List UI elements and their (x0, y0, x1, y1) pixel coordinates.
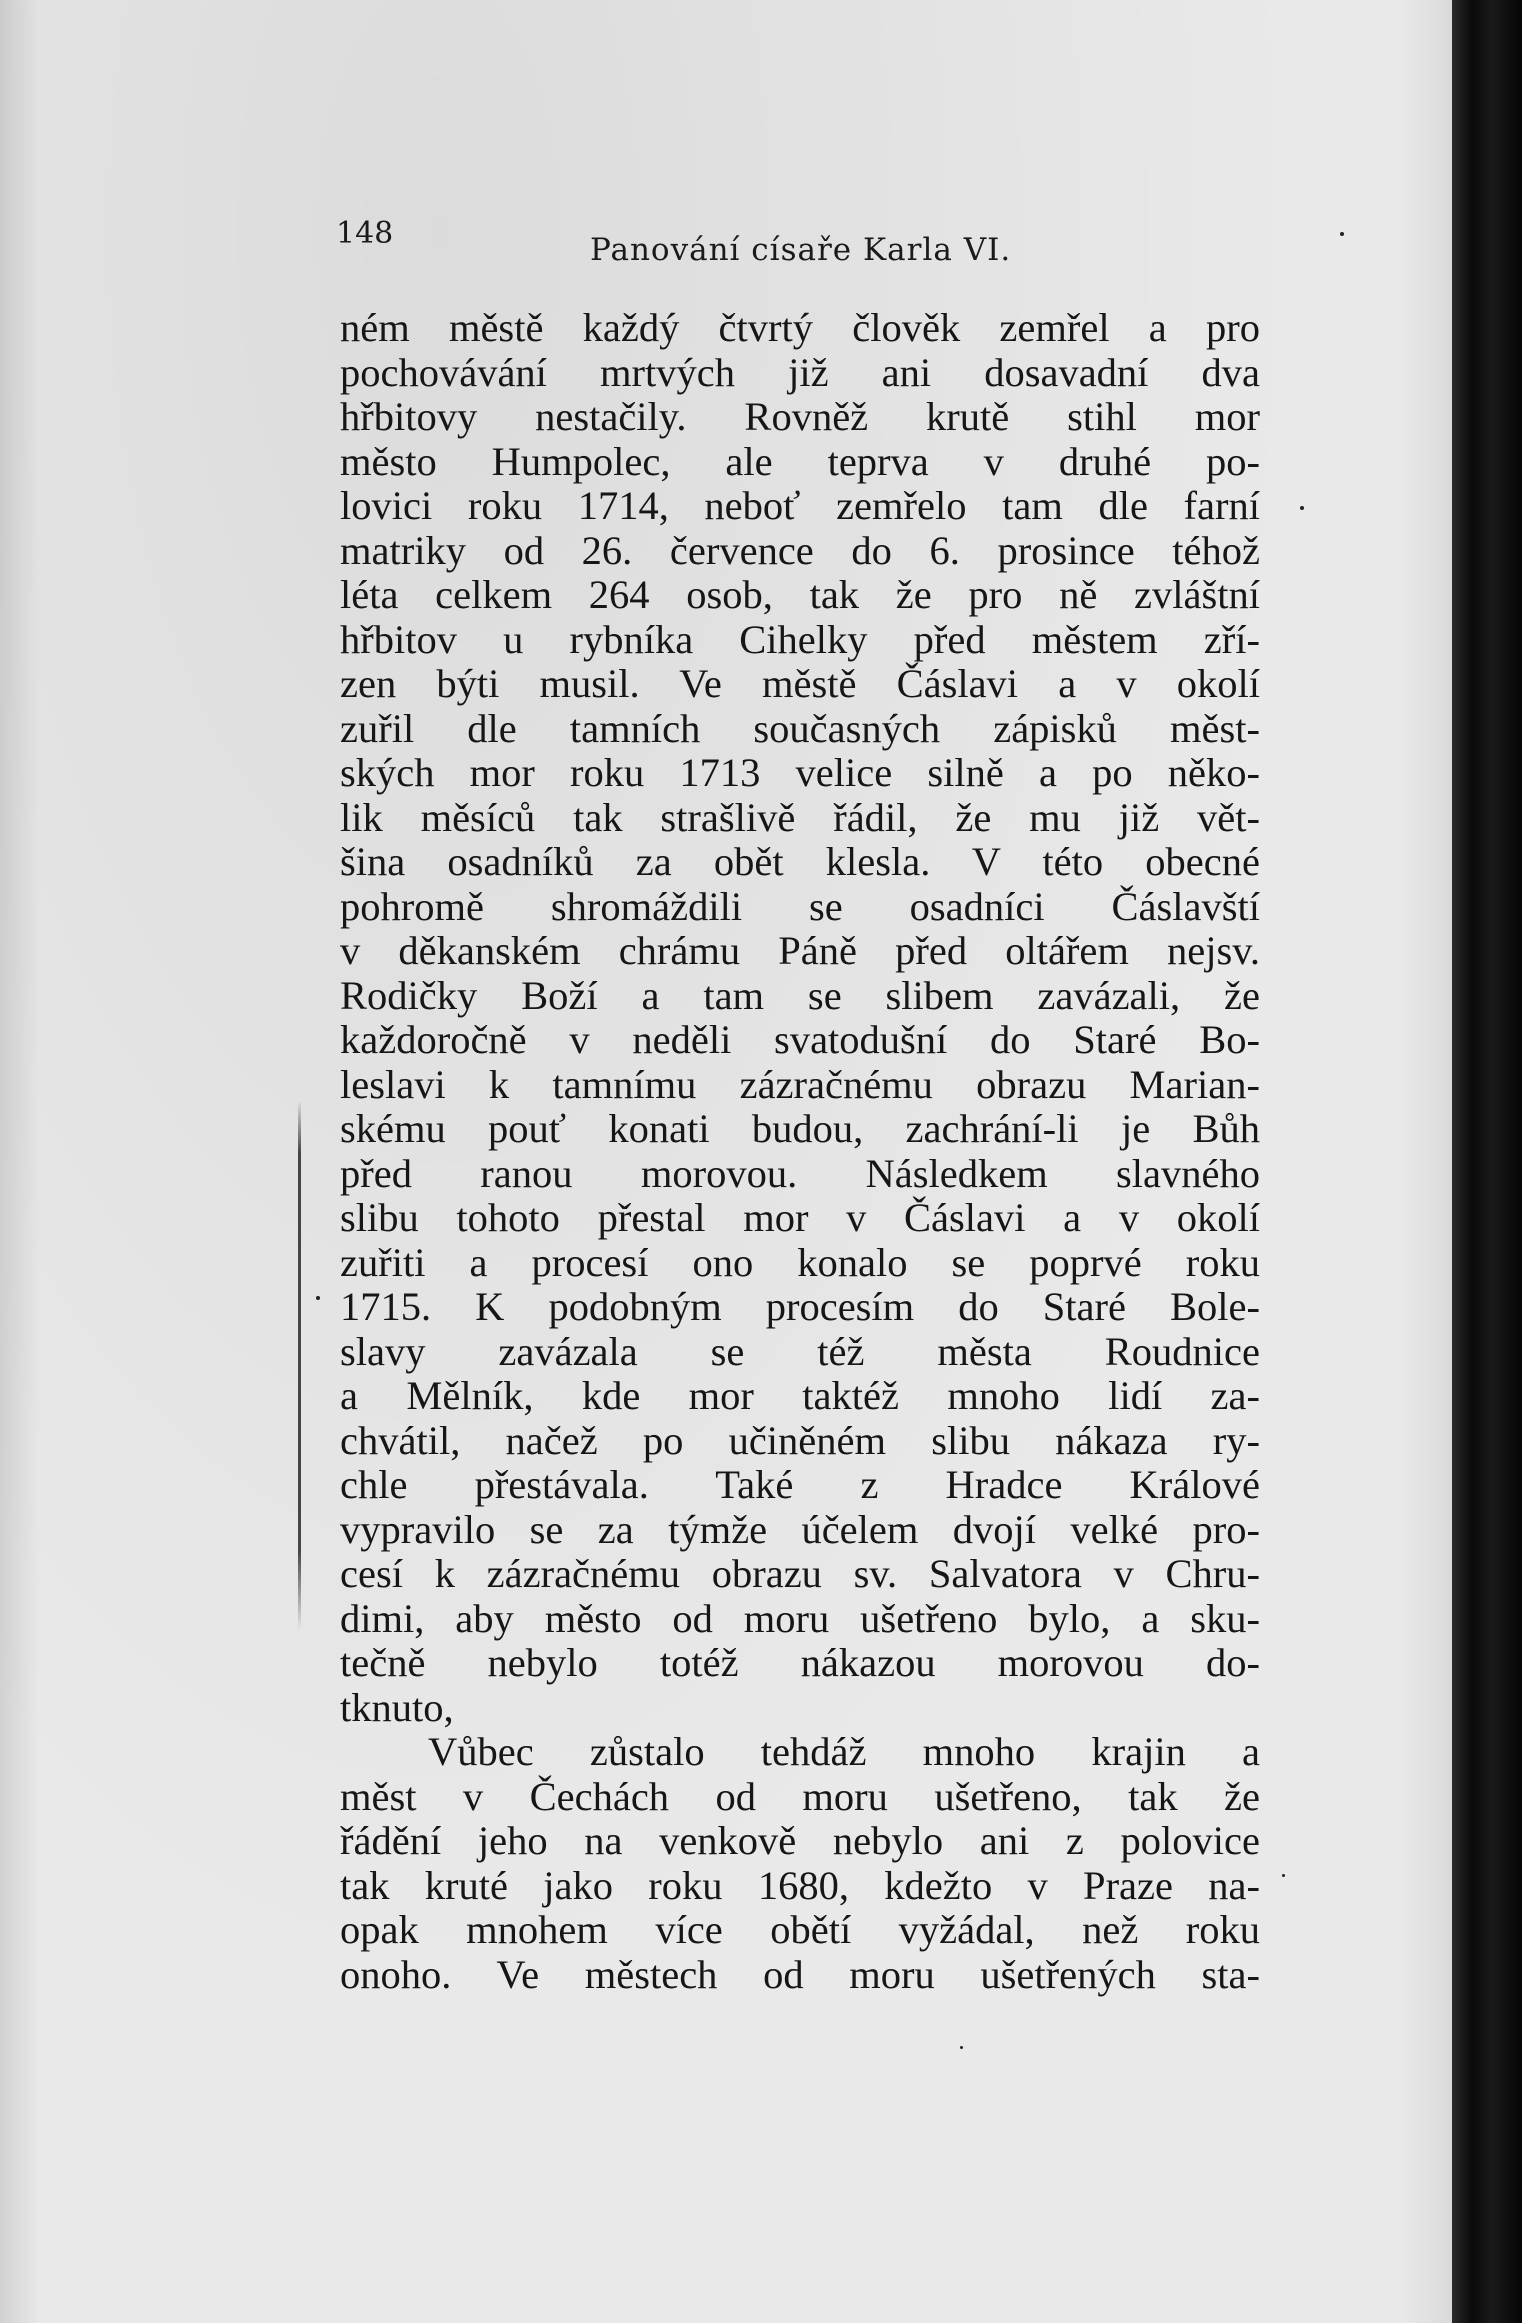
text-line: hřbitovy nestačily. Rovněž krutě stihl mor (340, 394, 1260, 439)
text-line: v děkanském chrámu Páně před oltářem nejsv. (340, 928, 1260, 973)
text-line: 1715. K podobným procesím do Staré Bole- (340, 1284, 1260, 1329)
text-line: slavy zavázala se též města Roudnice (340, 1328, 1260, 1374)
text-line: zuřil dle tamních současných zápisků měst- (340, 705, 1260, 751)
paragraph-start-line: Vůbec zůstalo tehdáž mnoho krajin a (428, 1729, 1260, 1774)
text-line: cesí k zázračnému obrazu sv. Salvatora v Chru- (340, 1551, 1260, 1596)
text-line: matriky od 26. července do 6. prosince téhož (340, 527, 1260, 573)
text-line: hřbitov u rybníka Cihelky před městem zří- (340, 616, 1260, 662)
scan-speck (1300, 506, 1304, 510)
text-line: leslavi k tamnímu zázračnému obrazu Marian- (340, 1061, 1260, 1107)
text-line: chle přestávala. Také z Hradce Králové (340, 1462, 1260, 1507)
text-line: onoho. Ve městech od moru ušetřených sta- (340, 1951, 1260, 1997)
text-line: řádění jeho na venkově nebylo ani z polovice (340, 1818, 1260, 1863)
text-line: ských mor roku 1713 velice silně a po něko- (340, 750, 1260, 795)
page-header (0, 0, 1462, 300)
scan-speck (960, 2046, 963, 2049)
scan-speck (1282, 1874, 1285, 1877)
text-line: ném městě každý čtvrtý člověk zemřel a pro (340, 305, 1260, 350)
text-line: každoročně v neděli svatodušní do Staré Bo- (340, 1017, 1260, 1062)
text-line: měst v Čechách od moru ušetřeno, tak že (340, 1773, 1260, 1819)
body-text (340, 306, 1260, 1997)
text-line: a Mělník, kde mor taktéž mnoho lidí za- (340, 1373, 1260, 1418)
text-line: pochovávání mrtvých již ani dosavadní dva (340, 349, 1260, 395)
text-line: šina osadníků za obět klesla. V této obecné (340, 839, 1260, 884)
page-edge-shadow (1452, 0, 1522, 2323)
text-line: dimi, aby město od moru ušetřeno bylo, a sku- (340, 1595, 1260, 1641)
text-line: opak mnohem více obětí vyžádal, než roku (340, 1907, 1260, 1952)
scan-speck (316, 1296, 320, 1300)
text-line: město Humpolec, ale teprva v druhé po- (340, 438, 1260, 484)
text-line: tak kruté jako roku 1680, kdežto v Praze na- (340, 1862, 1260, 1908)
text-line: lik měsíců tak strašlivě řádil, že mu již vět- (340, 794, 1260, 840)
text-line: zen býti musil. Ve městě Čáslavi a v okolí (340, 661, 1260, 706)
text-line: chvátil, načež po učiněném slibu nákaza ry- (340, 1417, 1260, 1463)
text-line: tknuto, (340, 1684, 454, 1730)
text-line: pohromě shromáždili se osadníci Čáslavští (340, 883, 1260, 929)
page-number: 148 (336, 216, 394, 251)
text-line: lovici roku 1714, neboť zemřelo tam dle farní (340, 483, 1260, 528)
text-line: před ranou morovou. Následkem slavného (340, 1150, 1260, 1196)
text-line: Rodičky Boží a tam se slibem zavázali, že (340, 972, 1260, 1018)
margin-line-mark (298, 1100, 301, 1630)
text-line: zuřiti a procesí ono konalo se poprvé roku (340, 1239, 1260, 1285)
scan-speck (1340, 232, 1344, 236)
text-line: skému pouť konati budou, zachrání-li je Bůh (340, 1106, 1260, 1151)
running-head: Panování císaře Karla VI. (590, 232, 1012, 268)
text-line: léta celkem 264 osob, tak že pro ně zvláštní (340, 572, 1260, 617)
text-line: vypravilo se za týmže účelem dvojí velké pro- (340, 1506, 1260, 1552)
text-line: slibu tohoto přestal mor v Čáslavi a v okolí (340, 1195, 1260, 1240)
text-line: tečně nebylo totéž nákazou morovou do- (340, 1640, 1260, 1685)
